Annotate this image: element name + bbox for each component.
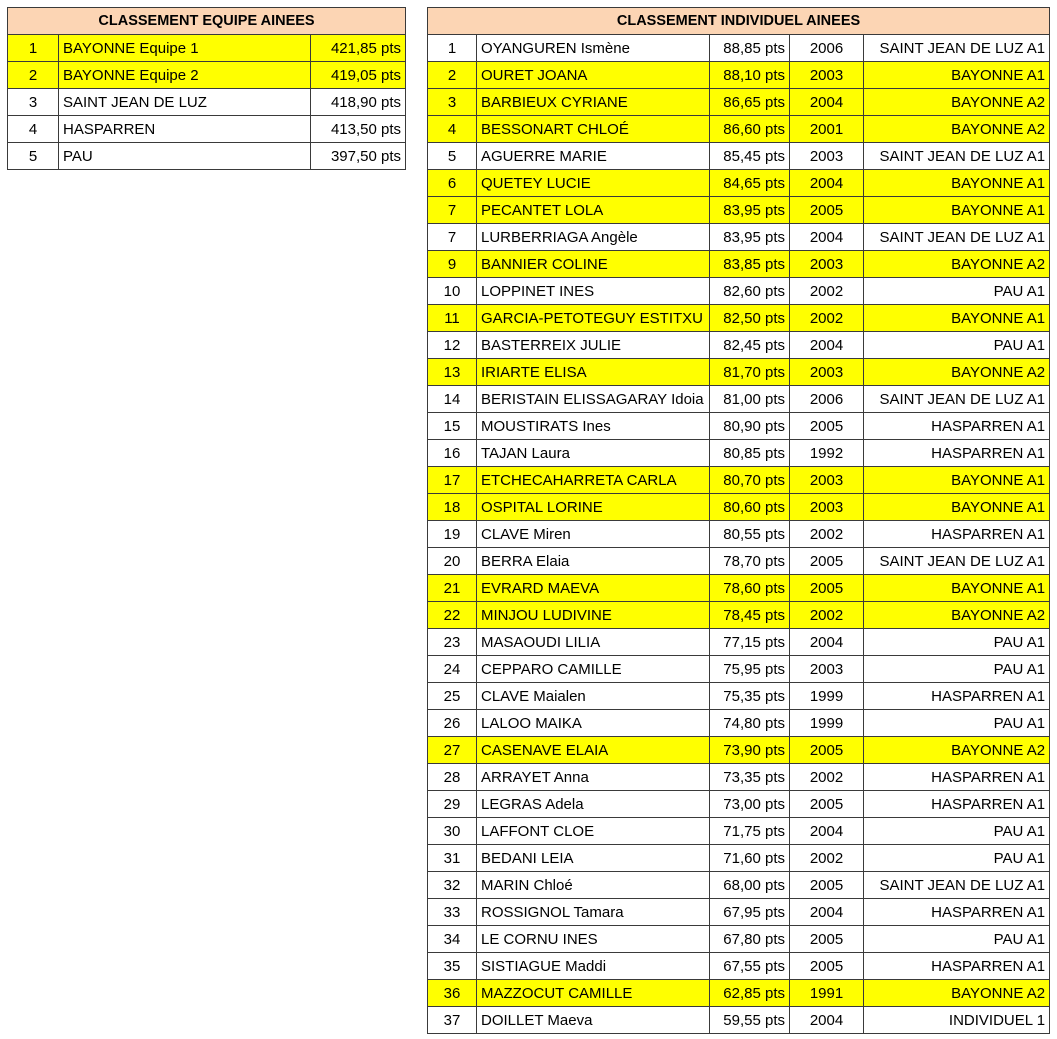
individual-points-cell: 67,95 pts	[710, 899, 790, 926]
individual-points-cell: 67,80 pts	[710, 926, 790, 953]
individual-year-cell: 2005	[790, 872, 864, 899]
individual-year-cell: 2003	[790, 143, 864, 170]
team-rank-cell: 3	[8, 89, 59, 116]
individual-name-cell: TAJAN Laura	[477, 440, 710, 467]
individual-row	[428, 359, 1050, 386]
individual-club-cell: BAYONNE A1	[864, 467, 1050, 494]
team-points-cell: 418,90 pts	[311, 89, 406, 116]
individual-club-cell: INDIVIDUEL 1	[864, 1007, 1050, 1034]
individual-year-cell: 2002	[790, 521, 864, 548]
individual-year-cell: 2003	[790, 359, 864, 386]
individual-club-cell: BAYONNE A2	[864, 116, 1050, 143]
individual-club-cell: PAU A1	[864, 656, 1050, 683]
individual-year-cell: 2004	[790, 170, 864, 197]
individual-rank-cell: 9	[428, 251, 477, 278]
individual-rank-cell: 32	[428, 872, 477, 899]
individual-name-cell: QUETEY LUCIE	[477, 170, 710, 197]
individual-name-cell: BARBIEUX CYRIANE	[477, 89, 710, 116]
individual-points-cell: 80,90 pts	[710, 413, 790, 440]
individual-name-cell: IRIARTE ELISA	[477, 359, 710, 386]
individual-club-cell: BAYONNE A2	[864, 251, 1050, 278]
individual-rank-cell: 4	[428, 116, 477, 143]
individual-rank-cell: 3	[428, 89, 477, 116]
individual-row	[428, 710, 1050, 737]
individual-name-cell: CLAVE Maialen	[477, 683, 710, 710]
individual-rank-cell: 30	[428, 818, 477, 845]
individual-rank-cell: 23	[428, 629, 477, 656]
individual-year-cell: 1999	[790, 710, 864, 737]
individual-year-cell: 2004	[790, 899, 864, 926]
individual-club-cell: PAU A1	[864, 629, 1050, 656]
individual-points-cell: 88,10 pts	[710, 62, 790, 89]
individual-row	[428, 386, 1050, 413]
individual-club-cell: PAU A1	[864, 332, 1050, 359]
individual-rank-cell: 28	[428, 764, 477, 791]
individual-club-cell: SAINT JEAN DE LUZ A1	[864, 872, 1050, 899]
individual-name-cell: DOILLET Maeva	[477, 1007, 710, 1034]
individual-year-cell: 2002	[790, 278, 864, 305]
individual-club-cell: BAYONNE A1	[864, 494, 1050, 521]
individual-row	[428, 467, 1050, 494]
individual-year-cell: 2004	[790, 224, 864, 251]
individual-row	[428, 413, 1050, 440]
individual-club-cell: HASPARREN A1	[864, 440, 1050, 467]
individual-row	[428, 548, 1050, 575]
individual-points-cell: 73,35 pts	[710, 764, 790, 791]
individual-points-cell: 74,80 pts	[710, 710, 790, 737]
team-points-cell: 421,85 pts	[311, 35, 406, 62]
individual-name-cell: MINJOU LUDIVINE	[477, 602, 710, 629]
individual-rank-cell: 12	[428, 332, 477, 359]
team-row	[8, 62, 406, 89]
individual-club-cell: BAYONNE A2	[864, 89, 1050, 116]
individual-club-cell: SAINT JEAN DE LUZ A1	[864, 143, 1050, 170]
individual-rank-cell: 17	[428, 467, 477, 494]
individual-name-cell: PECANTET LOLA	[477, 197, 710, 224]
individual-name-cell: BERISTAIN ELISSAGARAY Idoia	[477, 386, 710, 413]
individual-row	[428, 926, 1050, 953]
individual-club-cell: BAYONNE A2	[864, 602, 1050, 629]
individual-row	[428, 791, 1050, 818]
individual-club-cell: SAINT JEAN DE LUZ A1	[864, 386, 1050, 413]
individual-row	[428, 656, 1050, 683]
individual-rank-cell: 29	[428, 791, 477, 818]
individual-name-cell: CASENAVE ELAIA	[477, 737, 710, 764]
individual-year-cell: 2005	[790, 953, 864, 980]
individual-name-cell: LAFFONT CLOE	[477, 818, 710, 845]
individual-row	[428, 170, 1050, 197]
individual-year-cell: 1999	[790, 683, 864, 710]
individual-year-cell: 2003	[790, 467, 864, 494]
individual-name-cell: OURET JOANA	[477, 62, 710, 89]
individual-rank-cell: 16	[428, 440, 477, 467]
individual-club-cell: BAYONNE A1	[864, 170, 1050, 197]
individual-club-cell: HASPARREN A1	[864, 683, 1050, 710]
individual-points-cell: 83,95 pts	[710, 224, 790, 251]
individual-row	[428, 602, 1050, 629]
individual-year-cell: 2004	[790, 332, 864, 359]
individual-points-cell: 78,45 pts	[710, 602, 790, 629]
individual-row	[428, 35, 1050, 62]
individual-points-cell: 75,35 pts	[710, 683, 790, 710]
individual-points-cell: 68,00 pts	[710, 872, 790, 899]
individual-year-cell: 2005	[790, 548, 864, 575]
individual-rank-cell: 19	[428, 521, 477, 548]
individual-points-cell: 78,70 pts	[710, 548, 790, 575]
individual-rank-cell: 10	[428, 278, 477, 305]
team-row	[8, 116, 406, 143]
team-name-cell: BAYONNE Equipe 2	[59, 62, 311, 89]
individual-points-cell: 86,60 pts	[710, 116, 790, 143]
individual-row	[428, 872, 1050, 899]
individual-points-cell: 67,55 pts	[710, 953, 790, 980]
team-rank-cell: 2	[8, 62, 59, 89]
individual-row	[428, 143, 1050, 170]
individual-rank-cell: 33	[428, 899, 477, 926]
team-name-cell: PAU	[59, 143, 311, 170]
individual-row	[428, 278, 1050, 305]
individual-row	[428, 224, 1050, 251]
individual-ranking-title: CLASSEMENT INDIVIDUEL AINEES	[428, 8, 1050, 35]
individual-points-cell: 73,00 pts	[710, 791, 790, 818]
individual-year-cell: 1992	[790, 440, 864, 467]
individual-club-cell: PAU A1	[864, 845, 1050, 872]
team-ranking-table	[7, 7, 406, 170]
individual-name-cell: MOUSTIRATS Ines	[477, 413, 710, 440]
individual-name-cell: LE CORNU INES	[477, 926, 710, 953]
individual-points-cell: 80,70 pts	[710, 467, 790, 494]
individual-year-cell: 2001	[790, 116, 864, 143]
individual-year-cell: 2004	[790, 89, 864, 116]
individual-year-cell: 2005	[790, 575, 864, 602]
team-row	[8, 89, 406, 116]
individual-year-cell: 2005	[790, 197, 864, 224]
individual-year-cell: 2005	[790, 737, 864, 764]
individual-year-cell: 2006	[790, 386, 864, 413]
individual-rank-cell: 1	[428, 35, 477, 62]
team-name-cell: BAYONNE Equipe 1	[59, 35, 311, 62]
individual-name-cell: LURBERRIAGA Angèle	[477, 224, 710, 251]
individual-points-cell: 82,50 pts	[710, 305, 790, 332]
individual-row	[428, 440, 1050, 467]
individual-rank-cell: 24	[428, 656, 477, 683]
individual-name-cell: BESSONART CHLOÉ	[477, 116, 710, 143]
individual-points-cell: 75,95 pts	[710, 656, 790, 683]
individual-row	[428, 197, 1050, 224]
individual-year-cell: 1991	[790, 980, 864, 1007]
individual-name-cell: MAZZOCUT CAMILLE	[477, 980, 710, 1007]
individual-club-cell: BAYONNE A1	[864, 197, 1050, 224]
individual-rank-cell: 31	[428, 845, 477, 872]
individual-name-cell: MASAOUDI LILIA	[477, 629, 710, 656]
individual-rank-cell: 34	[428, 926, 477, 953]
individual-club-cell: HASPARREN A1	[864, 413, 1050, 440]
individual-name-cell: LOPPINET INES	[477, 278, 710, 305]
individual-year-cell: 2005	[790, 791, 864, 818]
individual-row	[428, 305, 1050, 332]
individual-name-cell: BEDANI LEIA	[477, 845, 710, 872]
individual-name-cell: LALOO MAIKA	[477, 710, 710, 737]
individual-club-cell: BAYONNE A2	[864, 737, 1050, 764]
individual-name-cell: BASTERREIX JULIE	[477, 332, 710, 359]
team-name-cell: SAINT JEAN DE LUZ	[59, 89, 311, 116]
individual-year-cell: 2002	[790, 602, 864, 629]
individual-name-cell: OSPITAL LORINE	[477, 494, 710, 521]
individual-rank-cell: 26	[428, 710, 477, 737]
individual-points-cell: 78,60 pts	[710, 575, 790, 602]
team-row	[8, 35, 406, 62]
individual-ranking-header-row	[428, 8, 1050, 35]
individual-points-cell: 80,55 pts	[710, 521, 790, 548]
individual-club-cell: SAINT JEAN DE LUZ A1	[864, 35, 1050, 62]
individual-rank-cell: 18	[428, 494, 477, 521]
individual-name-cell: BERRA Elaia	[477, 548, 710, 575]
individual-name-cell: MARIN Chloé	[477, 872, 710, 899]
individual-name-cell: BANNIER COLINE	[477, 251, 710, 278]
individual-club-cell: SAINT JEAN DE LUZ A1	[864, 548, 1050, 575]
individual-rank-cell: 5	[428, 143, 477, 170]
team-rank-cell: 5	[8, 143, 59, 170]
individual-club-cell: SAINT JEAN DE LUZ A1	[864, 224, 1050, 251]
individual-points-cell: 84,65 pts	[710, 170, 790, 197]
team-ranking-title: CLASSEMENT EQUIPE AINEES	[8, 8, 406, 35]
individual-year-cell: 2004	[790, 1007, 864, 1034]
individual-row	[428, 116, 1050, 143]
individual-club-cell: PAU A1	[864, 818, 1050, 845]
individual-club-cell: BAYONNE A1	[864, 575, 1050, 602]
individual-row	[428, 332, 1050, 359]
individual-points-cell: 85,45 pts	[710, 143, 790, 170]
individual-points-cell: 81,00 pts	[710, 386, 790, 413]
individual-row	[428, 1007, 1050, 1034]
individual-row	[428, 845, 1050, 872]
individual-row	[428, 494, 1050, 521]
individual-name-cell: ROSSIGNOL Tamara	[477, 899, 710, 926]
individual-points-cell: 62,85 pts	[710, 980, 790, 1007]
team-points-cell: 397,50 pts	[311, 143, 406, 170]
individual-year-cell: 2002	[790, 764, 864, 791]
individual-year-cell: 2005	[790, 413, 864, 440]
individual-club-cell: HASPARREN A1	[864, 521, 1050, 548]
individual-points-cell: 77,15 pts	[710, 629, 790, 656]
individual-year-cell: 2004	[790, 818, 864, 845]
individual-row	[428, 737, 1050, 764]
individual-rank-cell: 14	[428, 386, 477, 413]
team-points-cell: 419,05 pts	[311, 62, 406, 89]
individual-year-cell: 2004	[790, 629, 864, 656]
individual-year-cell: 2003	[790, 656, 864, 683]
individual-rank-cell: 13	[428, 359, 477, 386]
individual-row	[428, 251, 1050, 278]
individual-points-cell: 82,60 pts	[710, 278, 790, 305]
individual-row	[428, 575, 1050, 602]
team-row	[8, 143, 406, 170]
individual-row	[428, 62, 1050, 89]
individual-name-cell: GARCIA-PETOTEGUY ESTITXU	[477, 305, 710, 332]
individual-rank-cell: 15	[428, 413, 477, 440]
individual-rank-cell: 21	[428, 575, 477, 602]
individual-points-cell: 88,85 pts	[710, 35, 790, 62]
individual-points-cell: 80,85 pts	[710, 440, 790, 467]
individual-club-cell: HASPARREN A1	[864, 899, 1050, 926]
individual-rank-cell: 35	[428, 953, 477, 980]
individual-club-cell: HASPARREN A1	[864, 953, 1050, 980]
individual-rank-cell: 20	[428, 548, 477, 575]
individual-points-cell: 86,65 pts	[710, 89, 790, 116]
individual-year-cell: 2002	[790, 845, 864, 872]
individual-year-cell: 2003	[790, 494, 864, 521]
individual-year-cell: 2005	[790, 926, 864, 953]
individual-points-cell: 71,60 pts	[710, 845, 790, 872]
individual-row	[428, 683, 1050, 710]
individual-row	[428, 89, 1050, 116]
individual-row	[428, 980, 1050, 1007]
individual-club-cell: PAU A1	[864, 278, 1050, 305]
individual-ranking-table	[427, 7, 1050, 1034]
individual-points-cell: 83,85 pts	[710, 251, 790, 278]
individual-name-cell: ETCHECAHARRETA CARLA	[477, 467, 710, 494]
individual-name-cell: CEPPARO CAMILLE	[477, 656, 710, 683]
individual-club-cell: HASPARREN A1	[864, 791, 1050, 818]
individual-club-cell: BAYONNE A1	[864, 305, 1050, 332]
individual-rank-cell: 37	[428, 1007, 477, 1034]
individual-row	[428, 899, 1050, 926]
individual-club-cell: PAU A1	[864, 710, 1050, 737]
individual-name-cell: ARRAYET Anna	[477, 764, 710, 791]
team-ranking-header-row	[8, 8, 406, 35]
team-name-cell: HASPARREN	[59, 116, 311, 143]
individual-rank-cell: 7	[428, 224, 477, 251]
individual-row	[428, 521, 1050, 548]
individual-name-cell: AGUERRE MARIE	[477, 143, 710, 170]
individual-row	[428, 764, 1050, 791]
individual-row	[428, 953, 1050, 980]
individual-club-cell: BAYONNE A1	[864, 62, 1050, 89]
individual-year-cell: 2006	[790, 35, 864, 62]
individual-row	[428, 629, 1050, 656]
individual-club-cell: BAYONNE A2	[864, 359, 1050, 386]
individual-rank-cell: 36	[428, 980, 477, 1007]
individual-club-cell: PAU A1	[864, 926, 1050, 953]
individual-name-cell: EVRARD MAEVA	[477, 575, 710, 602]
individual-points-cell: 73,90 pts	[710, 737, 790, 764]
individual-points-cell: 71,75 pts	[710, 818, 790, 845]
individual-name-cell: LEGRAS Adela	[477, 791, 710, 818]
individual-row	[428, 818, 1050, 845]
team-points-cell: 413,50 pts	[311, 116, 406, 143]
individual-rank-cell: 6	[428, 170, 477, 197]
individual-year-cell: 2002	[790, 305, 864, 332]
individual-rank-cell: 7	[428, 197, 477, 224]
individual-rank-cell: 2	[428, 62, 477, 89]
individual-points-cell: 81,70 pts	[710, 359, 790, 386]
individual-club-cell: BAYONNE A2	[864, 980, 1050, 1007]
team-rank-cell: 1	[8, 35, 59, 62]
individual-club-cell: HASPARREN A1	[864, 764, 1050, 791]
individual-rank-cell: 27	[428, 737, 477, 764]
individual-points-cell: 83,95 pts	[710, 197, 790, 224]
individual-points-cell: 80,60 pts	[710, 494, 790, 521]
individual-name-cell: SISTIAGUE Maddi	[477, 953, 710, 980]
individual-rank-cell: 25	[428, 683, 477, 710]
individual-name-cell: CLAVE Miren	[477, 521, 710, 548]
individual-rank-cell: 22	[428, 602, 477, 629]
individual-name-cell: OYANGUREN Ismène	[477, 35, 710, 62]
individual-points-cell: 82,45 pts	[710, 332, 790, 359]
individual-year-cell: 2003	[790, 62, 864, 89]
individual-year-cell: 2003	[790, 251, 864, 278]
individual-rank-cell: 11	[428, 305, 477, 332]
team-rank-cell: 4	[8, 116, 59, 143]
individual-points-cell: 59,55 pts	[710, 1007, 790, 1034]
